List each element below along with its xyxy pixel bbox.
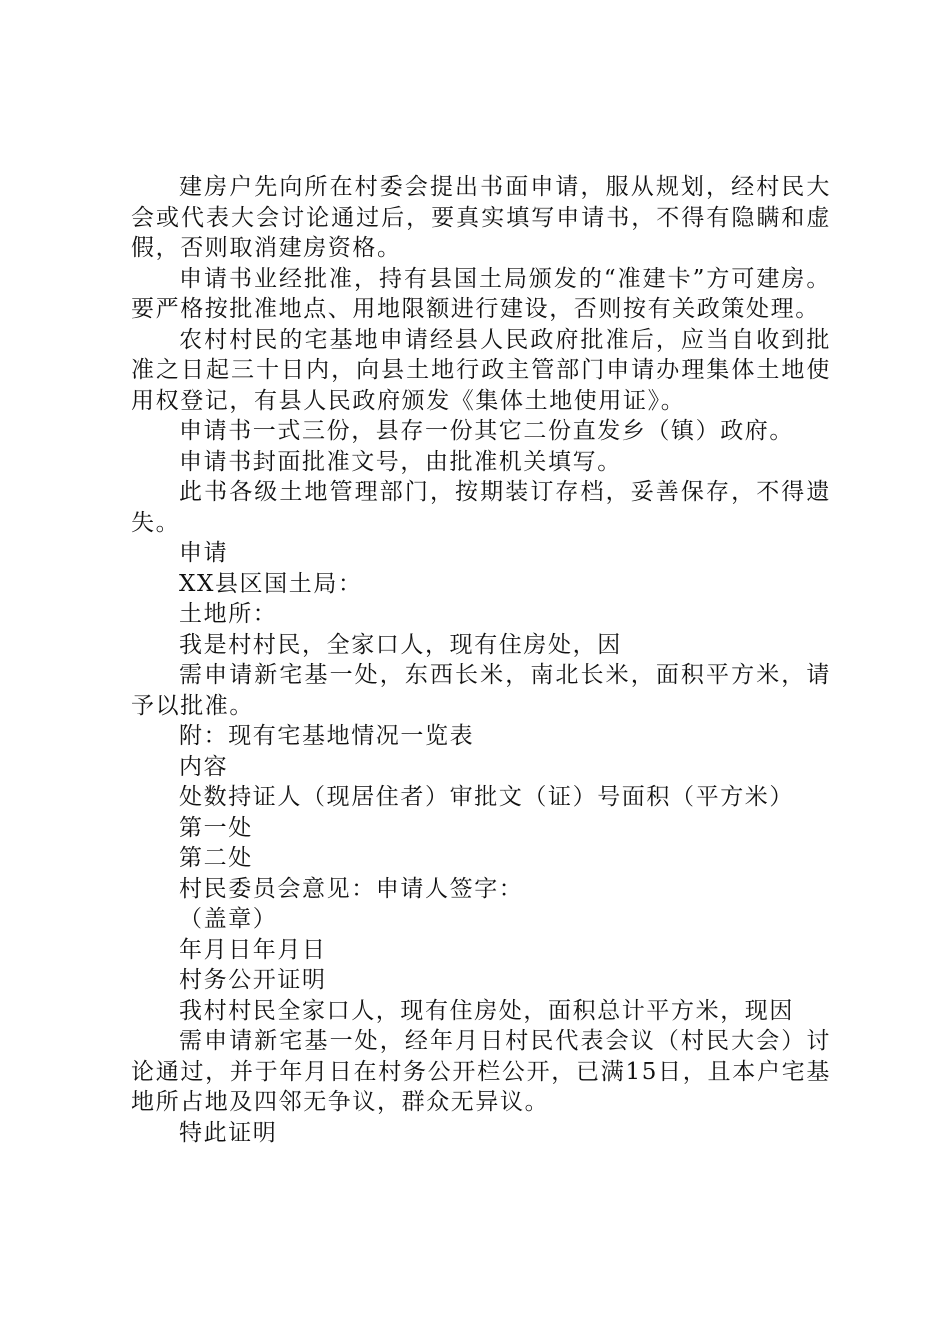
application-request: 需申请新宅基一处，东西长米，南北长米，面积平方米，请予以批准。 <box>131 662 831 719</box>
paragraph-land-registration: 农村村民的宅基地申请经县人民政府批准后，应当自收到批准之日起三十日内，向县土地行政主管部门申请办理集体土地使用权登记，有县人民政府颁发《集体土地使用证》。 <box>131 326 831 414</box>
paragraph-approval-card: 申请书业经批准，持有县国土局颁发的“准建卡”方可建房。要严格按批准地点、用地限额进行建设，否则按有关政策处理。 <box>131 265 831 322</box>
date-line: 年月日年月日 <box>179 936 327 963</box>
addressee-land-office: 土地所： <box>179 601 278 627</box>
table-row-first: 第一处 <box>179 814 253 841</box>
applicant-statement: 我是村村民，全家口人，现有住房处，因 <box>179 631 622 658</box>
certificate-statement: 我村村民全家口人，现有住房处，面积总计平方米，现因 <box>179 997 794 1024</box>
certificate-details: 需申请新宅基一处，经年月日村民代表会议（村民大会）讨论通过，并于年月日在村务公开栏公开，已满15日，且本户宅基地所占地及四邻无争议，群众无异议。 <box>131 1028 831 1115</box>
village-affairs-certificate-title: 村务公开证明 <box>179 967 327 993</box>
paragraph-application-procedure: 建房户先向所在村委会提出书面申请，服从规划，经村民大会或代表大会讨论通过后，要真实填写申请书，不得有隐瞒和虚假，否则取消建房资格。 <box>131 174 831 261</box>
addressee-land-bureau: XX县区国土局： <box>179 570 363 597</box>
paragraph-archiving: 此书各级土地管理部门，按期装订存档，妥善保存，不得遗失。 <box>131 479 831 536</box>
document-body <box>131 172 831 1148</box>
committee-opinion-line: 村民委员会意见：申请人签字： <box>179 875 524 902</box>
certificate-closing: 特此证明 <box>179 1119 278 1146</box>
table-content-label: 内容 <box>179 753 229 780</box>
application-heading: 申请 <box>179 540 229 566</box>
paragraph-copies: 申请书一式三份，县存一份其它二份直发乡（镇）政府。 <box>179 418 794 444</box>
table-header-row: 处数持证人（现居住者）审批文（证）号面积（平方米） <box>179 784 794 810</box>
paragraph-approval-number: 申请书封面批准文号，由批准机关填写。 <box>179 448 622 475</box>
attachment-title: 附：现有宅基地情况一览表 <box>179 723 475 749</box>
seal-line: （盖章） <box>179 906 278 932</box>
table-row-second: 第二处 <box>179 845 253 871</box>
